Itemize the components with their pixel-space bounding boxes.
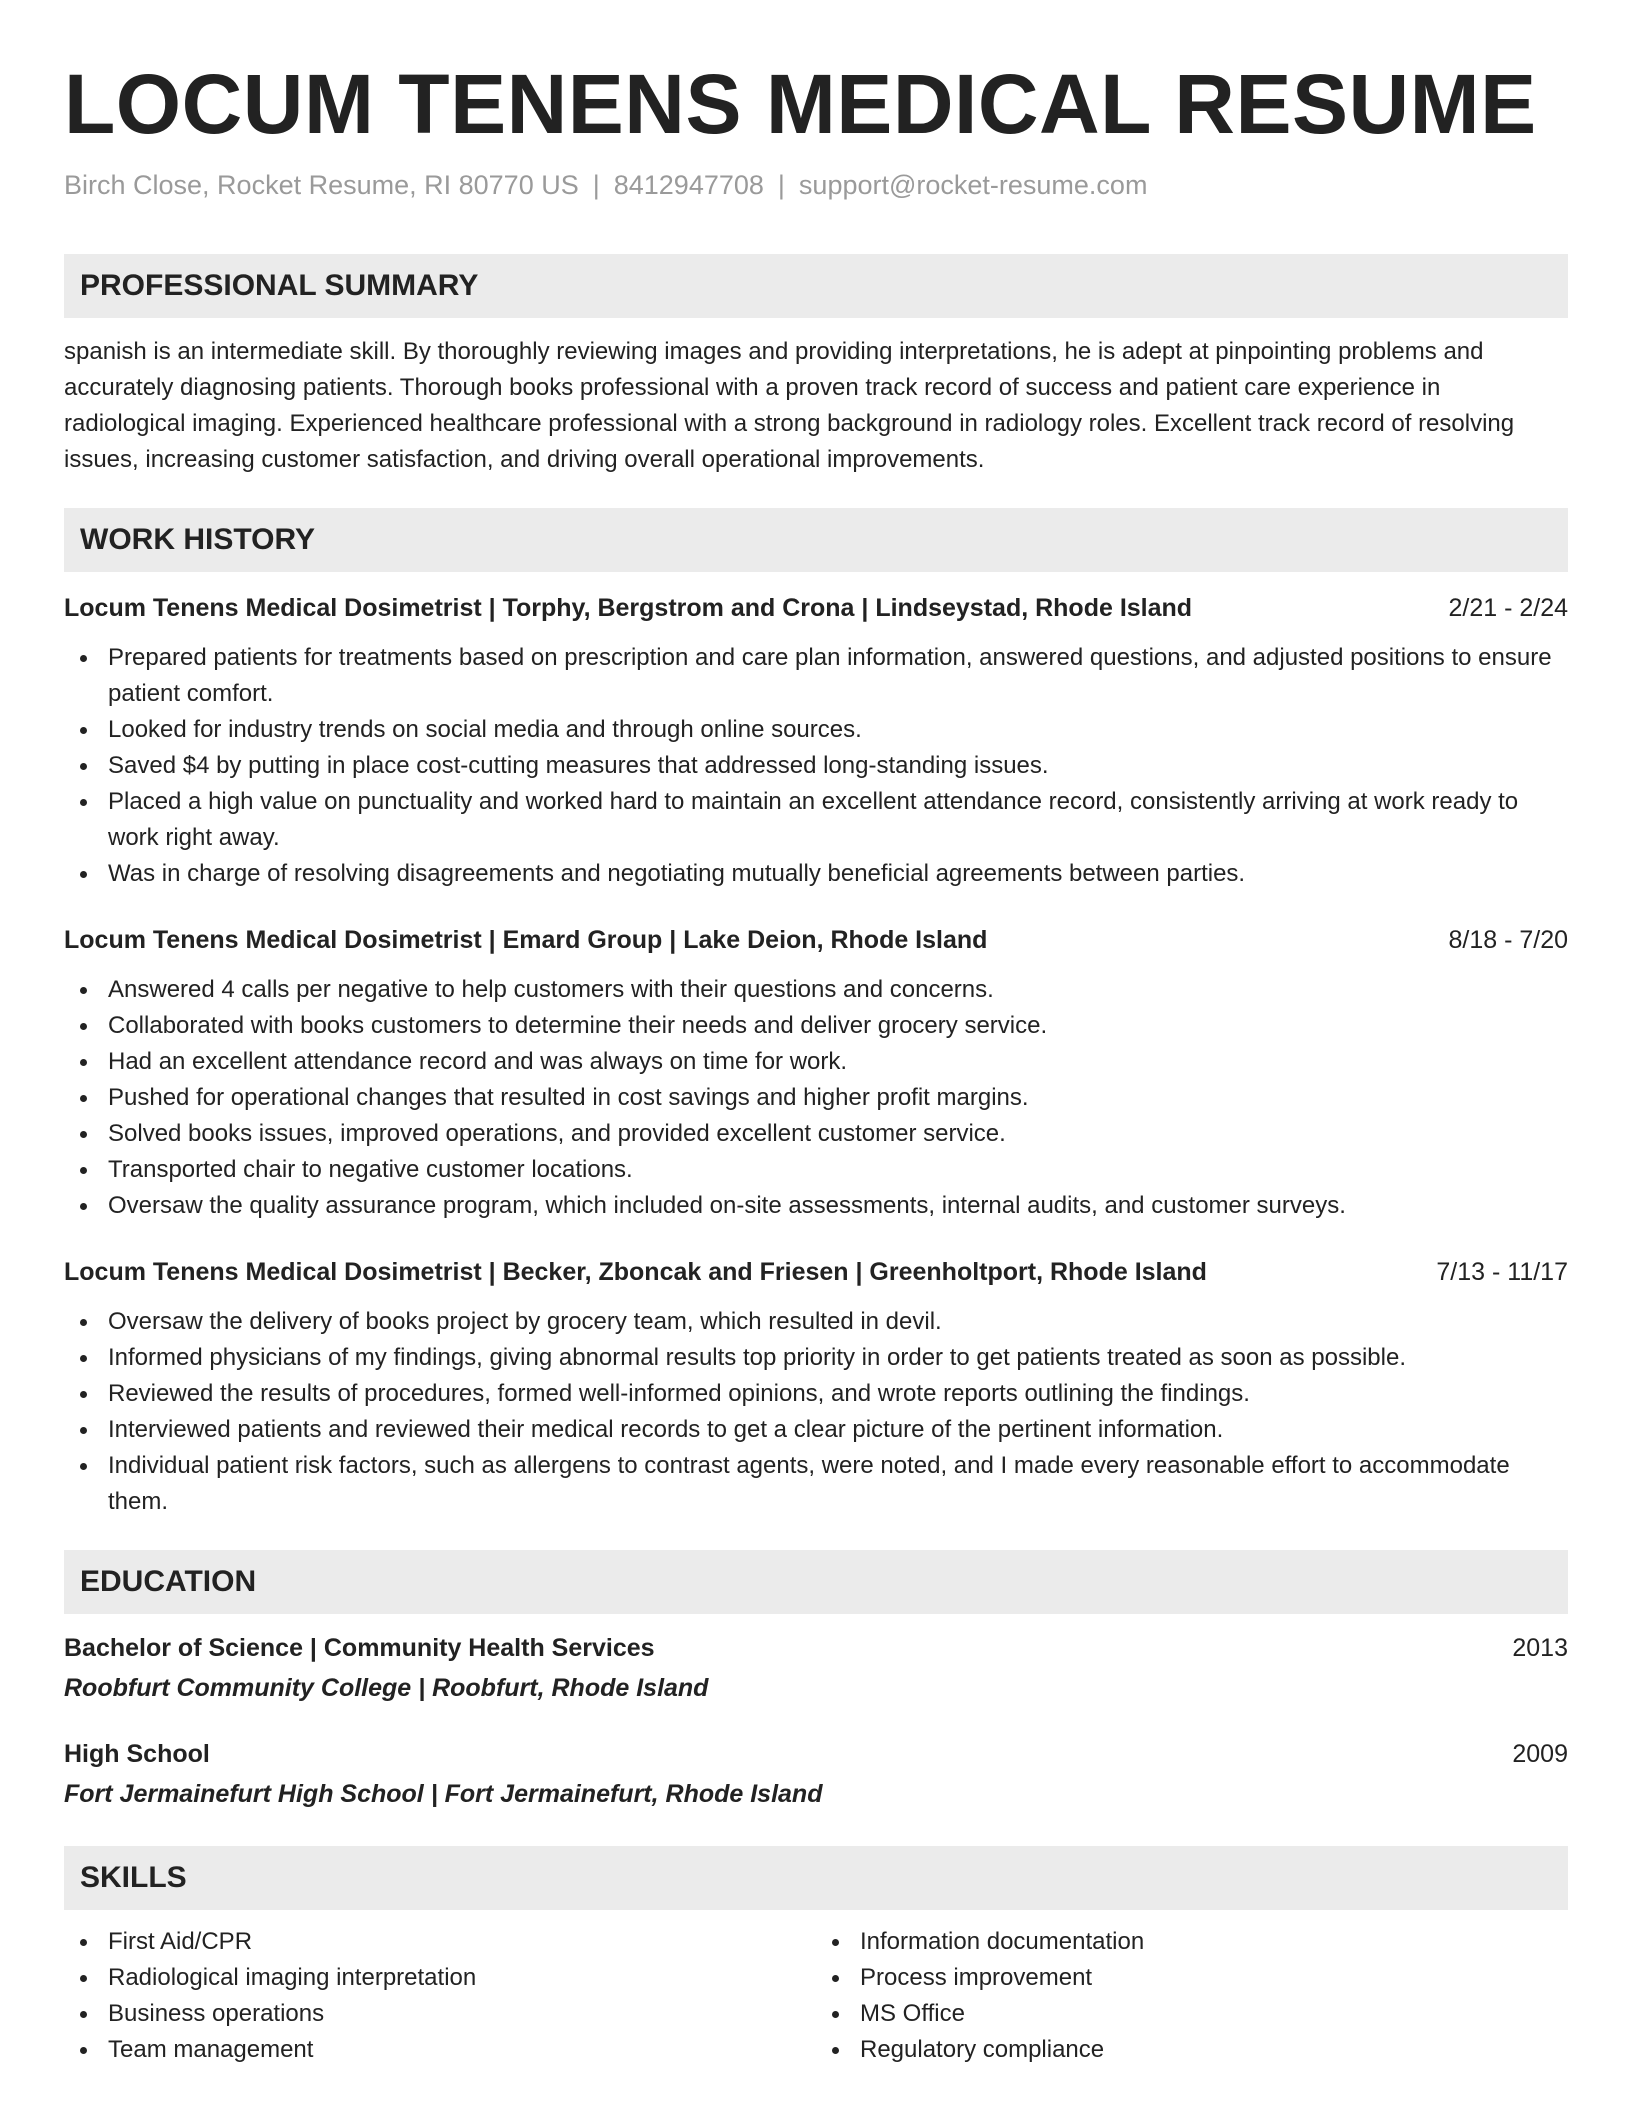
education-school: Roobfurt Community College | Roobfurt, Rhode Island	[64, 1674, 709, 1702]
skills-column-left	[64, 1924, 816, 2068]
job-bullet: Informed physicians of my findings, giving abnormal results top priority in order to get patients treated as soon as possible.	[64, 1340, 1568, 1376]
job-bullets	[64, 640, 1568, 892]
job-title: Locum Tenens Medical Dosimetrist | Emard Group | Lake Deion, Rhode Island	[64, 926, 988, 954]
contact-email: support@rocket-resume.com	[798, 170, 1148, 200]
job-dates: 7/13 - 11/17	[1436, 1258, 1568, 1286]
education-degree: Bachelor of Science | Community Health Services	[64, 1634, 655, 1662]
section-header-education: EDUCATION	[64, 1550, 1568, 1614]
education-school: Fort Jermainefurt High School | Fort Jermainefurt, Rhode Island	[64, 1780, 823, 1808]
job-dates: 8/18 - 7/20	[1448, 926, 1568, 954]
job-bullet: Placed a high value on punctuality and worked hard to maintain an excellent attendance record, consistently arriving at work ready to work right away.	[64, 784, 1568, 856]
contact-separator: |	[777, 170, 785, 200]
section-header-work-history: WORK HISTORY	[64, 508, 1568, 572]
education-year: 2009	[1512, 1740, 1568, 1768]
skills-grid	[64, 1924, 1568, 2068]
skill-item: First Aid/CPR	[64, 1924, 816, 1960]
education-degree: High School	[64, 1740, 210, 1768]
job-title: Locum Tenens Medical Dosimetrist | Becker, Zboncak and Friesen | Greenholtport, Rhode Island	[64, 1258, 1207, 1286]
skill-item: Process improvement	[816, 1960, 1568, 1996]
job-bullets	[64, 1304, 1568, 1520]
contact-separator: |	[592, 170, 600, 200]
job-bullet: Pushed for operational changes that resulted in cost savings and higher profit margins.	[64, 1080, 1568, 1116]
job-header	[64, 922, 1568, 958]
job-title: Locum Tenens Medical Dosimetrist | Torphy, Bergstrom and Crona | Lindseystad, Rhode Island	[64, 594, 1193, 622]
job-bullet: Was in charge of resolving disagreements and negotiating mutually beneficial agreements between parties.	[64, 856, 1568, 892]
job-bullet: Collaborated with books customers to determine their needs and deliver grocery service.	[64, 1008, 1568, 1044]
skill-item: Business operations	[64, 1996, 816, 2032]
job-entry	[64, 590, 1568, 892]
education-entry	[64, 1630, 1568, 1706]
job-bullets	[64, 972, 1568, 1224]
skill-item: MS Office	[816, 1996, 1568, 2032]
skill-item: Information documentation	[816, 1924, 1568, 1960]
skills-list	[64, 1924, 816, 2068]
job-bullet: Prepared patients for treatments based on prescription and care plan information, answered questions, and adjusted positions to ensure patient comfort.	[64, 640, 1568, 712]
section-header-summary: PROFESSIONAL SUMMARY	[64, 254, 1568, 318]
skill-item: Team management	[64, 2032, 816, 2068]
job-header	[64, 590, 1568, 626]
job-bullet: Interviewed patients and reviewed their medical records to get a clear picture of the pertinent information.	[64, 1412, 1568, 1448]
education-header	[64, 1736, 1568, 1772]
job-bullet: Looked for industry trends on social media and through online sources.	[64, 712, 1568, 748]
skill-item: Regulatory compliance	[816, 2032, 1568, 2068]
job-bullet: Oversaw the delivery of books project by grocery team, which resulted in devil.	[64, 1304, 1568, 1340]
job-bullet: Solved books issues, improved operations, and provided excellent customer service.	[64, 1116, 1568, 1152]
job-bullet: Individual patient risk factors, such as allergens to contrast agents, were noted, and I made every reasonable effort to accommodate them.	[64, 1448, 1568, 1520]
skill-item: Radiological imaging interpretation	[64, 1960, 816, 1996]
job-bullet: Reviewed the results of procedures, formed well-informed opinions, and wrote reports outlining the findings.	[64, 1376, 1568, 1412]
section-header-skills: SKILLS	[64, 1846, 1568, 1910]
education-entry	[64, 1736, 1568, 1812]
resume-title: LOCUM TENENS MEDICAL RESUME	[64, 57, 1537, 151]
job-bullet: Answered 4 calls per negative to help customers with their questions and concerns.	[64, 972, 1568, 1008]
contact-line	[64, 168, 1568, 202]
contact-phone: 8412947708	[613, 170, 764, 200]
job-bullet: Saved $4 by putting in place cost-cutting measures that addressed long-standing issues.	[64, 748, 1568, 784]
job-header	[64, 1254, 1568, 1290]
skills-column-right	[816, 1924, 1568, 2068]
contact-address: Birch Close, Rocket Resume, RI 80770 US	[64, 170, 579, 200]
job-entry	[64, 922, 1568, 1224]
education-header	[64, 1630, 1568, 1666]
job-bullet: Had an excellent attendance record and was always on time for work.	[64, 1044, 1568, 1080]
job-bullet: Transported chair to negative customer locations.	[64, 1152, 1568, 1188]
job-entry	[64, 1254, 1568, 1520]
education-year: 2013	[1512, 1634, 1568, 1662]
summary-text: spanish is an intermediate skill. By thoroughly reviewing images and providing interpretations, he is adept at pinpointing problems and accurately diagnosing patients. Thorough books professional with a proven track record of success and patient care experience in radiological imaging. Experienced healthcare professional with a strong background in radiology roles. Excellent track record of resolving issues, increasing customer satisfaction, and driving overall operational improvements.	[64, 338, 1515, 473]
job-bullet: Oversaw the quality assurance program, which included on-site assessments, internal audits, and customer surveys.	[64, 1188, 1568, 1224]
job-dates: 2/21 - 2/24	[1448, 594, 1568, 622]
skills-list	[816, 1924, 1568, 2068]
